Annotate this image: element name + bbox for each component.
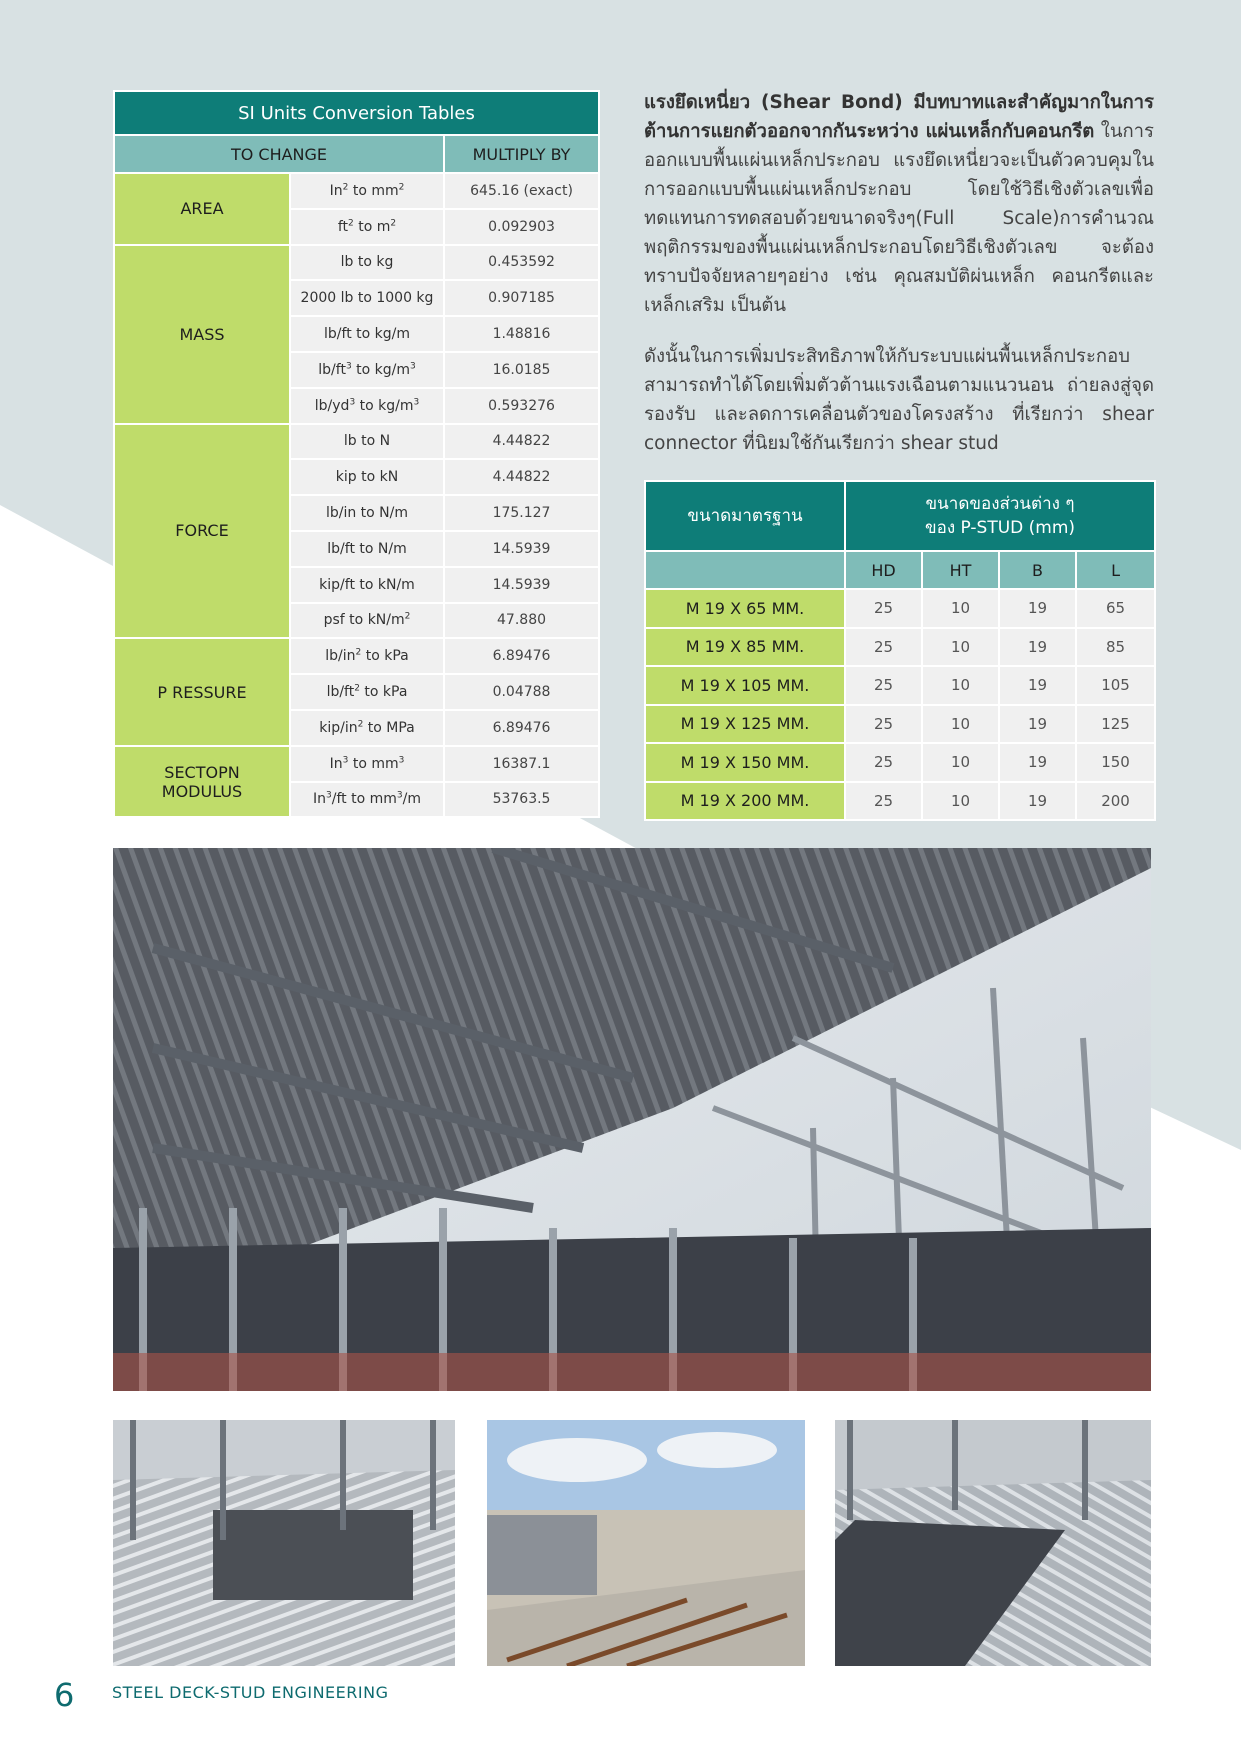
- stud-dimension: 65: [1076, 589, 1155, 628]
- stud-size-name: M 19 X 150 MM.: [645, 743, 845, 782]
- unit-cell: $lb/yd^3$ to $kg/m^3$: [290, 388, 444, 424]
- construction-photo-deck: [113, 1420, 455, 1666]
- header-to-change: TO CHANGE: [114, 135, 444, 173]
- unit-cell: In$^3$ to $mm^3$: [290, 746, 444, 782]
- stud-dimension: 10: [922, 705, 999, 744]
- factor-cell: 6.89476: [444, 638, 599, 674]
- stud-dimension: 19: [999, 782, 1076, 821]
- stud-size-name: M 19 X 85 MM.: [645, 628, 845, 667]
- factor-cell: 53763.5: [444, 782, 599, 818]
- unit-cell: In$^2$ to $mm^2$: [290, 173, 444, 209]
- stud-column-headers: [645, 551, 1155, 589]
- stud-dimension: 25: [845, 705, 922, 744]
- paragraph-lead: แรงยึดเหนี่ยว (Shear Bond) มีบทบาทและสำคัญมากในการต้านการแยกตัวออกจากกันระหว่าง แผ่นเหล็กกับคอนกรีต: [644, 92, 1154, 142]
- factor-cell: 16387.1: [444, 746, 599, 782]
- stud-dimension: 10: [922, 628, 999, 667]
- factor-cell: 4.44822: [444, 459, 599, 495]
- stud-dimension: 19: [999, 628, 1076, 667]
- conversion-row: [114, 245, 599, 281]
- stud-size-name: M 19 X 200 MM.: [645, 782, 845, 821]
- stud-column-header: B: [999, 551, 1076, 589]
- stud-size-name: M 19 X 125 MM.: [645, 705, 845, 744]
- factor-cell: 1.48816: [444, 316, 599, 352]
- paragraph-shear-connector: ดังนั้นในการเพิ่มประสิทธิภาพให้กับระบบแผ่นพื้นเหล็กประกอบสามารถทำได้โดยเพิ่มตัวต้านแรงเฉือนตามแนวนอน ถ่ายลงสู่จุดรองรับ และลดการเคลื่อนตัวของโครงสร้าง ที่เรียกว่า shear connector ที่นิยมใช้กันเรียกว่า shear stud: [644, 346, 1154, 454]
- category-cell: SECTOPN MODULUS: [114, 746, 290, 818]
- unit-cell: kip/$in^2$ to MPa: [290, 710, 444, 746]
- header-multiply-by: MULTIPLY BY: [444, 135, 599, 173]
- conversion-table-body: [114, 173, 599, 817]
- stud-dimension: 200: [1076, 782, 1155, 821]
- category-cell: FORCE: [114, 424, 290, 639]
- construction-photo-main: [113, 848, 1151, 1391]
- conversion-row: [114, 638, 599, 674]
- factor-cell: 0.593276: [444, 388, 599, 424]
- factor-cell: 645.16 (exact): [444, 173, 599, 209]
- si-conversion-table: [113, 90, 600, 818]
- unit-cell: 2000 lb to 1000 kg: [290, 280, 444, 316]
- stud-dimension: 25: [845, 589, 922, 628]
- stud-size-name: M 19 X 105 MM.: [645, 666, 845, 705]
- factor-cell: 175.127: [444, 495, 599, 531]
- header-part-sizes-line1: ขนาดของส่วนต่าง ๆ: [925, 494, 1075, 514]
- unit-cell: $lb/ft^3$ to $kg/m^3$: [290, 352, 444, 388]
- header-part-sizes-line2: ของ P-STUD (mm): [925, 518, 1076, 538]
- unit-cell: $lb/in^2$ to kPa: [290, 638, 444, 674]
- stud-dimension: 19: [999, 589, 1076, 628]
- stud-dimension: 10: [922, 782, 999, 821]
- conversion-row: [114, 424, 599, 460]
- paragraph-shear-bond: [644, 88, 1154, 320]
- category-cell: AREA: [114, 173, 290, 245]
- unit-cell: lb to N: [290, 424, 444, 460]
- stud-row: [645, 743, 1155, 782]
- stud-column-header: HT: [922, 551, 999, 589]
- header-empty: [645, 551, 845, 589]
- factor-cell: 0.04788: [444, 674, 599, 710]
- conversion-table-title: SI Units Conversion Tables: [114, 91, 599, 135]
- construction-photo-opening: [835, 1420, 1151, 1666]
- stud-dimension: 125: [1076, 705, 1155, 744]
- stud-dimension: 25: [845, 628, 922, 667]
- unit-cell: kip/ft to kN/m: [290, 567, 444, 603]
- stud-dimension: 19: [999, 666, 1076, 705]
- stud-dimension: 19: [999, 743, 1076, 782]
- stud-dimension: 105: [1076, 666, 1155, 705]
- stud-row: [645, 589, 1155, 628]
- stud-column-header: L: [1076, 551, 1155, 589]
- stud-dimension: 10: [922, 666, 999, 705]
- stud-row: [645, 666, 1155, 705]
- stud-dimension: 19: [999, 705, 1076, 744]
- category-cell: MASS: [114, 245, 290, 424]
- unit-cell: $lb/ft^2$ to kPa: [290, 674, 444, 710]
- factor-cell: 0.092903: [444, 209, 599, 245]
- stud-dimension: 10: [922, 743, 999, 782]
- unit-cell: psf to $kN/m^2$: [290, 603, 444, 639]
- stud-dimension: 10: [922, 589, 999, 628]
- factor-cell: 4.44822: [444, 424, 599, 460]
- unit-cell: lb/ft to N/m: [290, 531, 444, 567]
- factor-cell: 0.907185: [444, 280, 599, 316]
- footer-title: STEEL DECK-STUD ENGINEERING: [112, 1683, 389, 1702]
- factor-cell: 16.0185: [444, 352, 599, 388]
- construction-photo-site: [487, 1420, 805, 1666]
- factor-cell: 0.453592: [444, 245, 599, 281]
- stud-column-header: HD: [845, 551, 922, 589]
- factor-cell: 14.5939: [444, 567, 599, 603]
- stud-dimension: 25: [845, 743, 922, 782]
- unit-cell: lb to kg: [290, 245, 444, 281]
- conversion-row: [114, 173, 599, 209]
- stud-row: [645, 628, 1155, 667]
- stud-row: [645, 705, 1155, 744]
- stud-dimension: 25: [845, 666, 922, 705]
- stud-size-name: M 19 X 65 MM.: [645, 589, 845, 628]
- category-cell: P RESSURE: [114, 638, 290, 745]
- factor-cell: 47.880: [444, 603, 599, 639]
- unit-cell: lb/ft to kg/m: [290, 316, 444, 352]
- page-number: 6: [54, 1676, 75, 1714]
- header-part-sizes: [845, 481, 1155, 551]
- stud-dimension: 25: [845, 782, 922, 821]
- p-stud-table: [644, 480, 1156, 821]
- unit-cell: In$^3$/ft to $mm^3/m$: [290, 782, 444, 818]
- factor-cell: 14.5939: [444, 531, 599, 567]
- stud-dimension: 85: [1076, 628, 1155, 667]
- unit-cell: lb/in to N/m: [290, 495, 444, 531]
- description-text: [644, 88, 1154, 480]
- unit-cell: $ft^2$ to $m^2$: [290, 209, 444, 245]
- stud-table-body: [645, 589, 1155, 820]
- stud-dimension: 150: [1076, 743, 1155, 782]
- paragraph-body: ในการออกแบบพื้นแผ่นเหล็กประกอบ แรงยึดเหนี่ยวจะเป็นตัวควบคุมในการออกแบบพื้นแผ่นเหล็กประกอบ โดยใช้วิธีเชิงตัวเลขเพื่อทดแทนการทดสอบด้วยขนาดจริงๆ(Full Scale)การคำนวณพฤติกรรมของพื้นแผ่นเหล็กประกอบโดยวิธีเชิงตัวเลข จะต้องทราบปัจจัยหลายๆอย่าง เช่น คุณสมบัติผ่นเหล็ก คอนกรีตและเหล็กเสริม เป็นต้น: [644, 121, 1154, 316]
- header-standard-size: ขนาดมาตรฐาน: [645, 481, 845, 551]
- conversion-row: [114, 746, 599, 782]
- factor-cell: 6.89476: [444, 710, 599, 746]
- unit-cell: kip to kN: [290, 459, 444, 495]
- stud-row: [645, 782, 1155, 821]
